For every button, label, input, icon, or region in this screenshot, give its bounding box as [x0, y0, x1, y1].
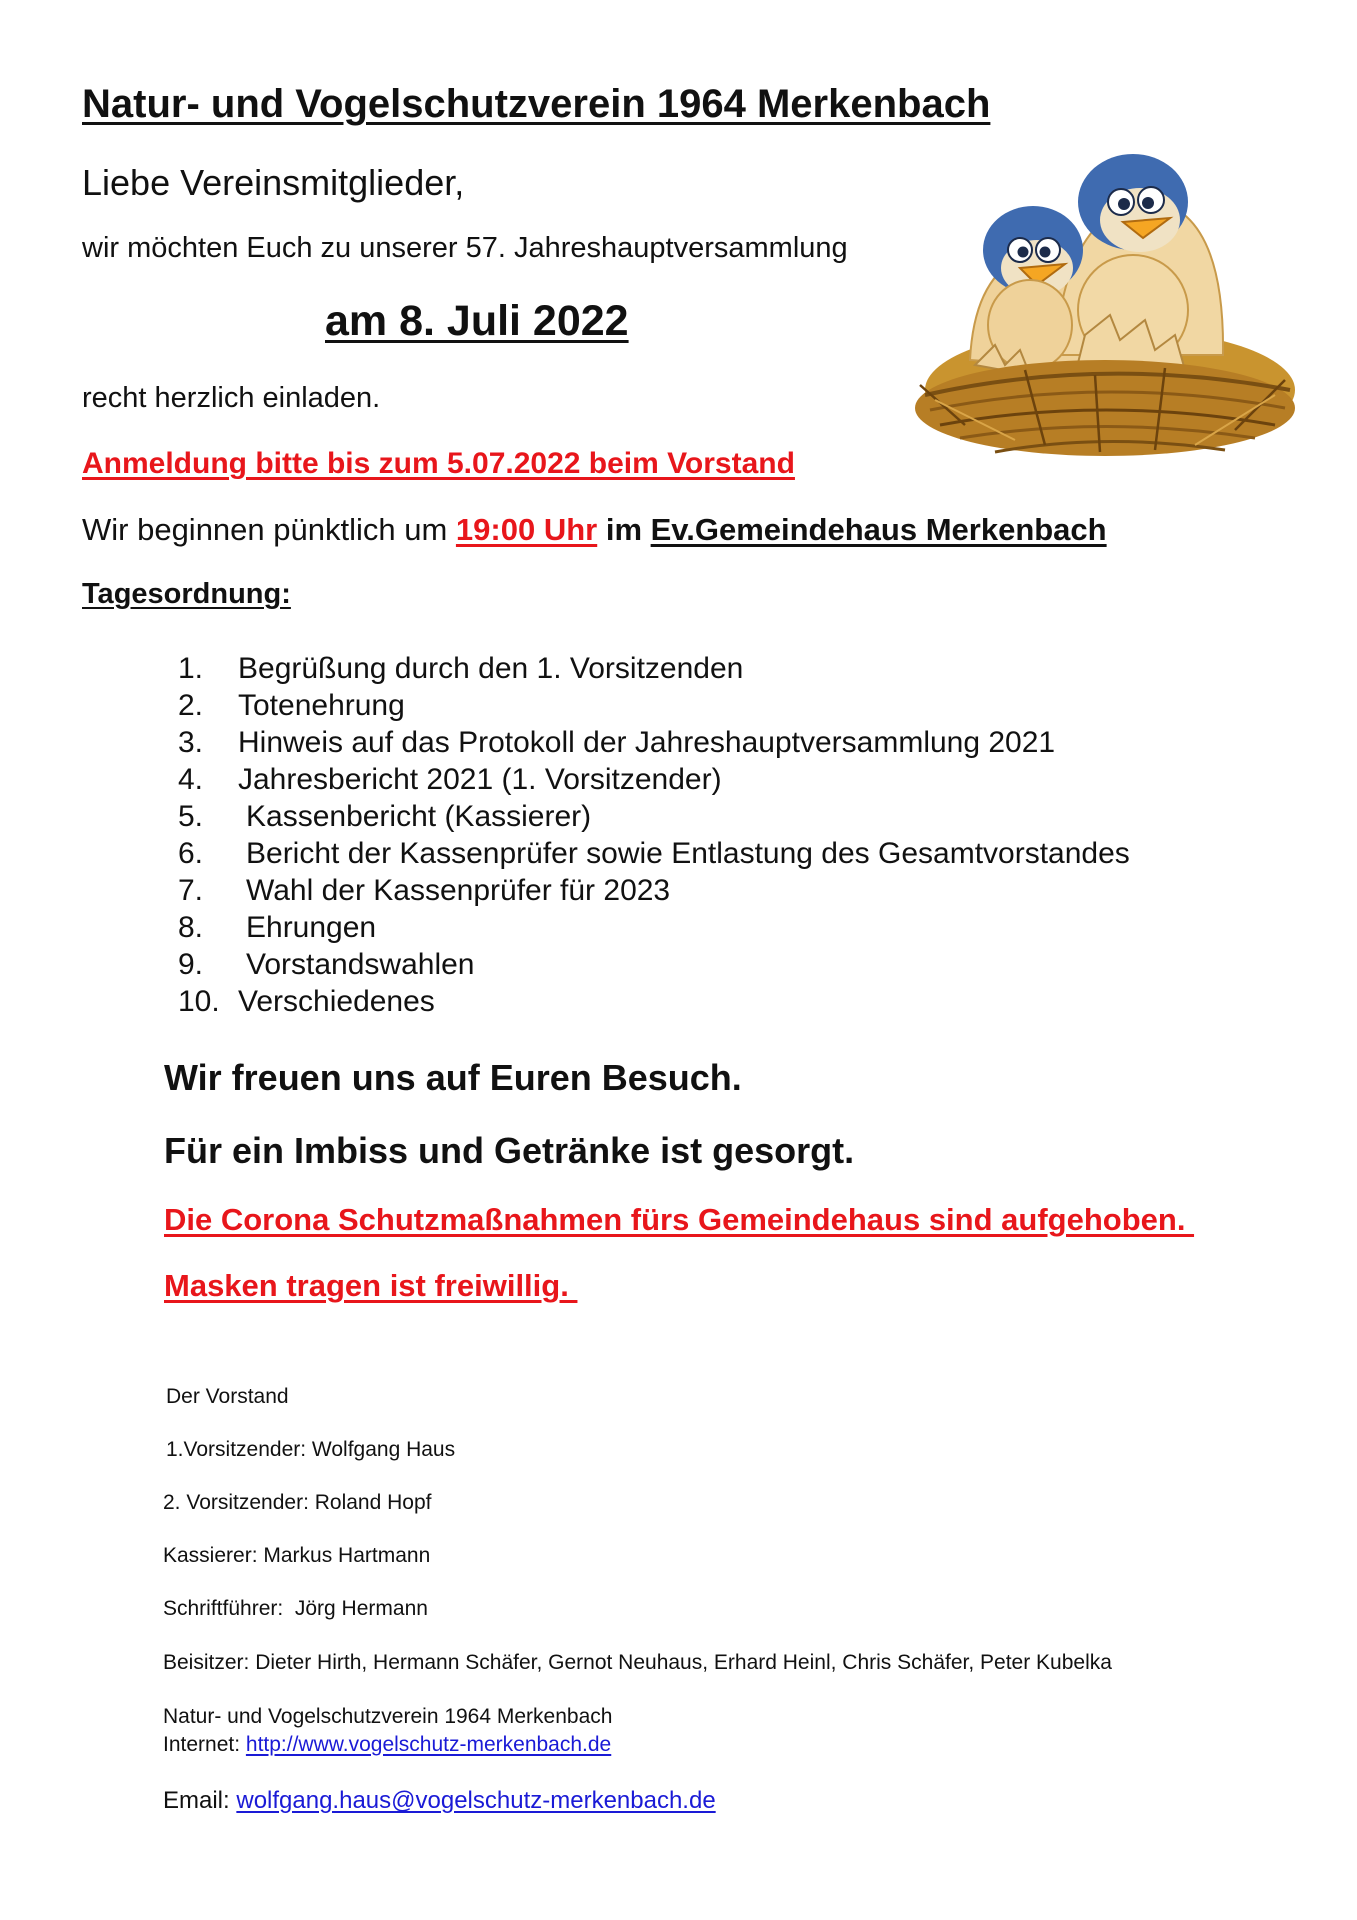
- signature-board: Der Vorstand: [166, 1385, 289, 1408]
- agenda-item-number: 6.: [178, 837, 204, 870]
- signature-secretary: Schriftführer: Jörg Hermann: [163, 1597, 428, 1620]
- signature-assessors: Beisitzer: Dieter Hirth, Hermann Schäfer, Gernot Neuhaus, Erhard Heinl, Chris Schäfer, Peter Kubelka: [163, 1651, 1112, 1674]
- agenda-item: [178, 946, 1130, 983]
- agenda-item-text: Jahresbericht 2021 (1. Vorsitzender): [238, 763, 722, 796]
- agenda-item-text: Begrüßung durch den 1. Vorsitzenden: [238, 652, 744, 685]
- page-title: Natur- und Vogelschutzverein 1964 Merkenbach: [82, 82, 991, 126]
- agenda-item-text: Wahl der Kassenprüfer für 2023: [246, 874, 671, 907]
- signature-chair-1: 1.Vorsitzender: Wolfgang Haus: [166, 1438, 456, 1461]
- agenda-item: [178, 872, 1130, 909]
- agenda-item: [178, 724, 1130, 761]
- agenda-item-number: 7.: [178, 874, 204, 907]
- agenda-item-number: 10.: [178, 985, 220, 1018]
- agenda-item-text: Ehrungen: [246, 911, 377, 944]
- start-prefix: Wir beginnen pünktlich um: [82, 512, 456, 547]
- agenda-item-number: 9.: [178, 948, 204, 981]
- agenda-item-number: 1.: [178, 652, 204, 685]
- agenda-item: [178, 983, 1130, 1020]
- agenda-item-number: 8.: [178, 911, 204, 944]
- baby-birds-in-nest-illustration: [905, 140, 1305, 475]
- invitation-line-2: recht herzlich einladen.: [82, 382, 381, 414]
- start-time: 19:00 Uhr: [455, 512, 598, 547]
- agenda-item-number: 2.: [178, 689, 204, 722]
- agenda-item-text: Hinweis auf das Protokoll der Jahreshauptversammlung 2021: [238, 726, 1056, 759]
- closing-line-2: Für ein Imbiss und Getränke ist gesorgt.: [164, 1130, 855, 1171]
- agenda-item: [178, 798, 1130, 835]
- email-link[interactable]: wolfgang.haus@vogelschutz-merkenbach.de: [236, 1787, 716, 1814]
- closing-line-1: Wir freuen uns auf Euren Besuch.: [164, 1057, 742, 1098]
- corona-notice: Die Corona Schutzmaßnahmen fürs Gemeindehaus sind aufgehoben.: [164, 1202, 1195, 1237]
- agenda-item-number: 3.: [178, 726, 204, 759]
- start-connector: im: [597, 512, 651, 547]
- agenda-item-text: Totenehrung: [238, 689, 405, 722]
- agenda-item-number: 5.: [178, 800, 204, 833]
- agenda-item: [178, 761, 1130, 798]
- website-label: Internet:: [163, 1733, 246, 1756]
- agenda-item-number: 4.: [178, 763, 204, 796]
- event-date: am 8. Juli 2022: [325, 297, 629, 345]
- invitation-line-1: wir möchten Euch zu unserer 57. Jahreshauptversammlung: [82, 232, 848, 264]
- start-info: [82, 512, 1107, 548]
- mask-notice: Masken tragen ist freiwillig.: [164, 1268, 578, 1303]
- venue: Ev.Gemeindehaus Merkenbach: [650, 512, 1107, 547]
- agenda-item-text: Kassenbericht (Kassierer): [246, 800, 592, 833]
- website-line: [163, 1733, 611, 1757]
- agenda-item: [178, 687, 1130, 724]
- agenda-item-text: Vorstandswahlen: [246, 948, 475, 981]
- agenda-list: [178, 650, 1130, 1020]
- agenda-item: [178, 650, 1130, 687]
- signature-treasurer: Kassierer: Markus Hartmann: [163, 1544, 431, 1567]
- email-line: [163, 1787, 716, 1815]
- signature-chair-2: 2. Vorsitzender: Roland Hopf: [163, 1491, 432, 1514]
- agenda-item: [178, 835, 1130, 872]
- agenda-item-text: Verschiedenes: [238, 985, 435, 1018]
- agenda-title: Tagesordnung:: [82, 578, 291, 610]
- greeting: Liebe Vereinsmitglieder,: [82, 162, 465, 203]
- agenda-item: [178, 909, 1130, 946]
- agenda-item-text: Bericht der Kassenprüfer sowie Entlastung des Gesamtvorstandes: [246, 837, 1130, 870]
- website-link[interactable]: http://www.vogelschutz-merkenbach.de: [245, 1733, 612, 1756]
- club-name-footer: Natur- und Vogelschutzverein 1964 Merkenbach: [163, 1705, 613, 1728]
- email-label: Email:: [163, 1787, 237, 1814]
- registration-deadline: Anmeldung bitte bis zum 5.07.2022 beim Vorstand: [82, 447, 795, 480]
